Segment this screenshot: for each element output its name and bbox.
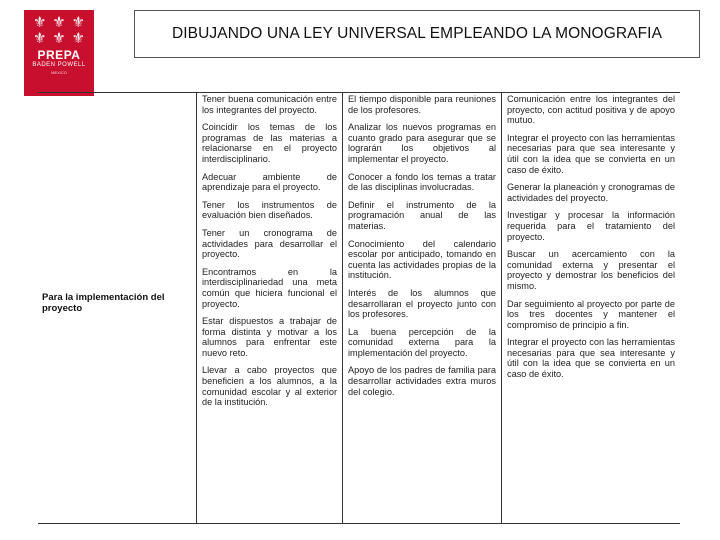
list-item: Interés de los alumnos que desarrollaran el proyecto junto con los profesores.: [348, 287, 496, 320]
list-item: El tiempo disponible para reuniones de los profesores.: [348, 94, 496, 115]
column-3: [507, 94, 675, 387]
fleur-de-lis-icon: ⚜ ⚜ ⚜ ⚜ ⚜ ⚜: [32, 13, 86, 47]
table-divider-2: [342, 92, 343, 524]
list-item: Analizar los nuevos programas en cuanto grado para asegurar que se lograrán los objetivos al implementar el proyecto.: [348, 122, 496, 164]
list-item: Conocer a fondo los temas a tratar de las disciplinas involucradas.: [348, 171, 496, 193]
row-label: Para la implementación del proyecto: [42, 292, 165, 314]
list-item: Dar seguimiento al proyecto por parte de los tres docentes y mantener el compromiso de principio a fin.: [507, 298, 675, 330]
list-item: Integrar el proyecto con las herramientas necesarias para que sea interesante y útil con la idea que se convierta en un caso de éxito.: [507, 337, 675, 380]
list-item: Estar dispuestos a trabajar de forma distinta y motivar a los alumnos para enfrentar este nuevo reto.: [202, 316, 337, 358]
list-item: Comunicación entre los integrantes del proyecto, con actitud positiva y de apoyo mutuo.: [507, 94, 675, 126]
list-item: Buscar un acercamiento con la comunidad externa y presentar el proyecto y demostrar los beneficios del mismo.: [507, 249, 675, 291]
table-bottom-border: [38, 523, 680, 524]
logo-tiny-text: MEXICO: [51, 70, 67, 75]
list-item: Llevar a cabo proyectos que beneficien a los alumnos, a la comunidad escolar y al exterior de la institución.: [202, 365, 337, 408]
list-item: Apoyo de los padres de familia para desarrollar actividades extra muros del colegio.: [348, 365, 496, 397]
logo-brand: PREPA: [37, 48, 81, 62]
list-item: Tener los instrumentos de evaluación bien diseñados.: [202, 199, 337, 221]
prepa-logo: [24, 10, 94, 96]
column-2: [348, 94, 496, 404]
list-item: Definir el instrumento de la programación anual de las materias.: [348, 199, 496, 231]
list-item: Conocimiento del calendario escolar por anticipado, tomando en cuenta las actividades propias de la institución.: [348, 238, 496, 281]
logo-subtitle: BADEN POWELL: [32, 62, 86, 68]
list-item: Integrar el proyecto con las herramientas necesarias para que sea interesante y útil con la idea que se convierta en un caso de éxito.: [507, 132, 675, 175]
list-item: Encontramos en la interdisciplinariedad una meta común que hiciera funcional el proyecto.: [202, 266, 337, 309]
list-item: Adecuar ambiente de aprendizaje para el proyecto.: [202, 171, 337, 193]
table-divider-1: [196, 92, 197, 524]
list-item: La buena percepción de la comunidad externa para la implementación del proyecto.: [348, 326, 496, 358]
implementation-table: [38, 92, 680, 524]
table-divider-3: [501, 92, 502, 524]
slide-title: DIBUJANDO UNA LEY UNIVERSAL EMPLEANDO LA MONOGRAFIA: [134, 10, 700, 58]
list-item: Generar la planeación y cronogramas de actividades del proyecto.: [507, 182, 675, 203]
list-item: Investigar y procesar la información requerida para el tratamiento del proyecto.: [507, 210, 675, 242]
list-item: Tener buena comunicación entre los integrantes del proyecto.: [202, 94, 337, 115]
table-top-border: [38, 92, 680, 93]
column-1: [202, 94, 337, 415]
list-item: Tener un cronograma de actividades para desarrollar el proyecto.: [202, 227, 337, 260]
list-item: Coincidir los temas de los programas de las materias a relacionarse en el proyecto interdisciplinario.: [202, 122, 337, 164]
